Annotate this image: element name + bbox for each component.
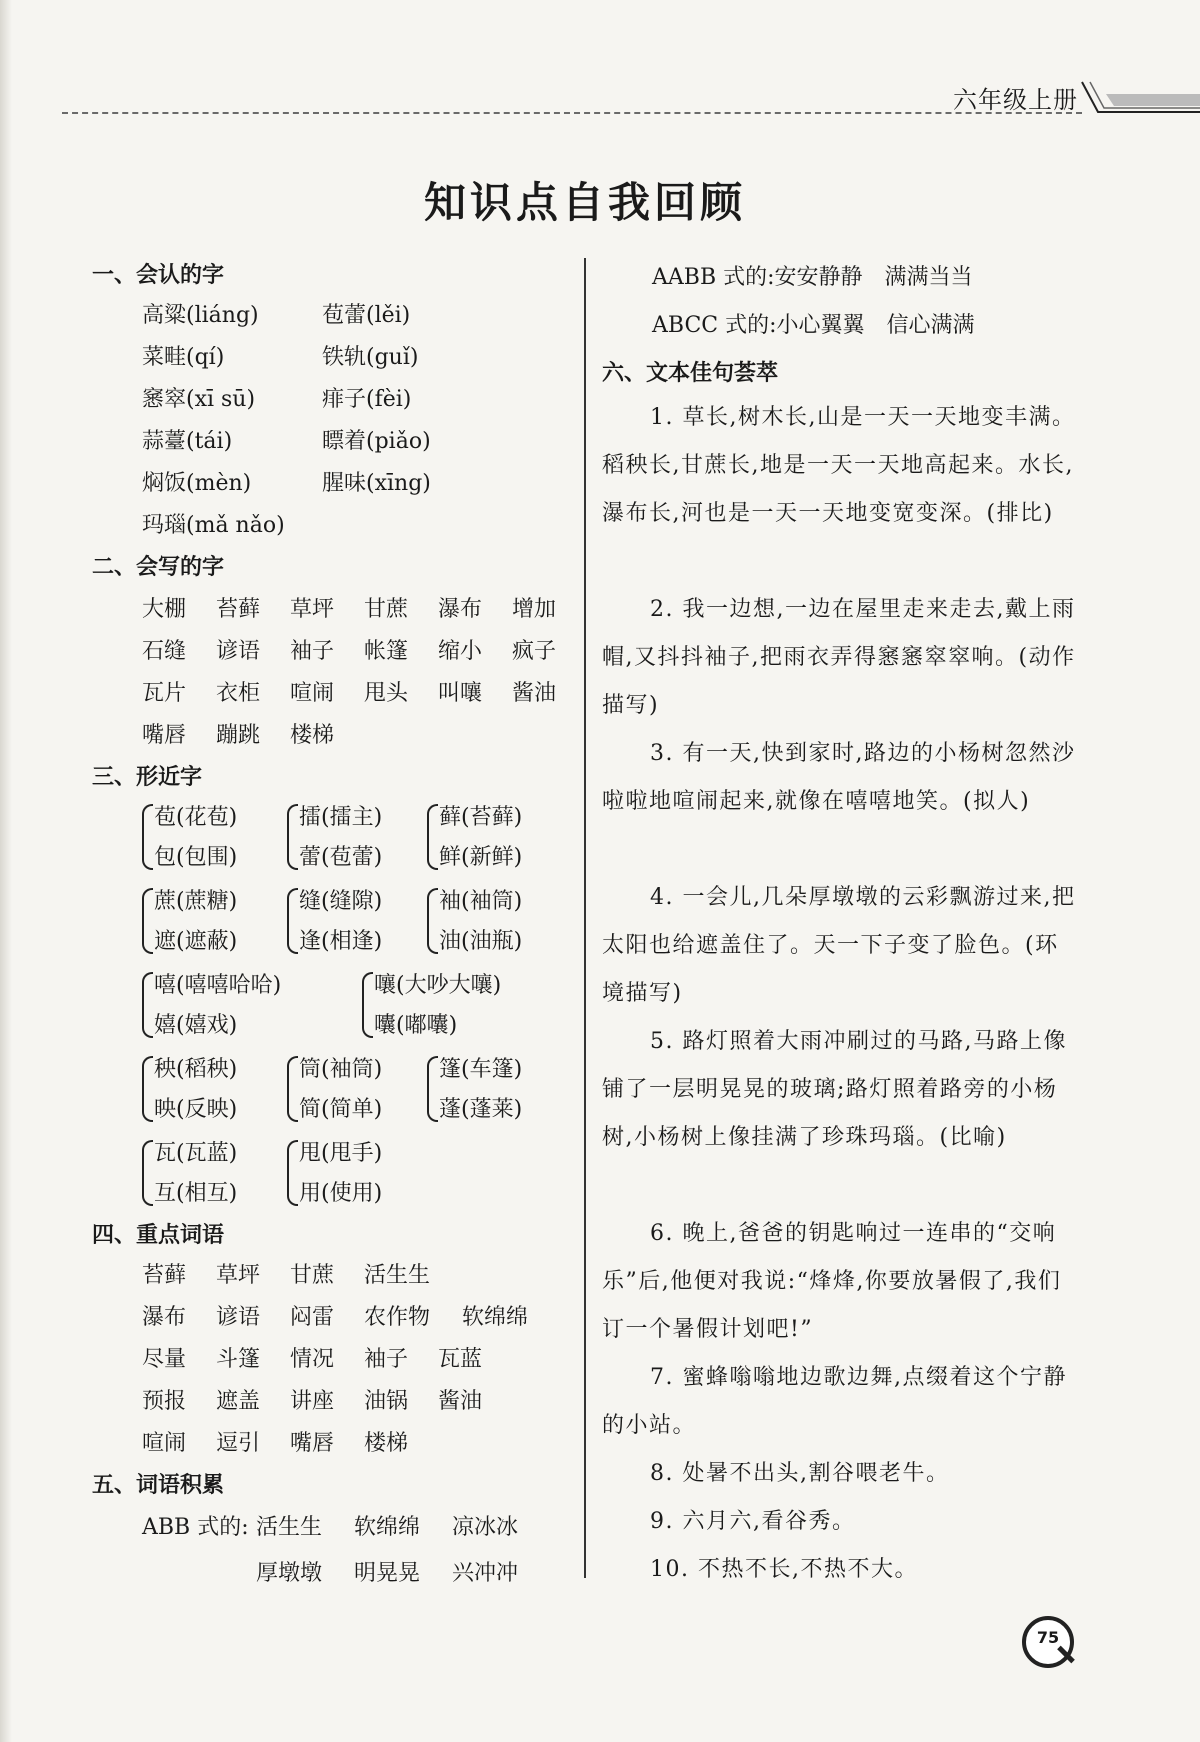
sentence-item: 3. 有一天,快到家时,路边的小杨树忽然沙啦啦地喧闹起来,就像在嘻嘻地笑。(拟人) xyxy=(602,741,1076,814)
abb-row: 厚墩墩 明晃晃 兴冲冲 xyxy=(256,1561,519,1586)
column-divider xyxy=(584,258,586,1578)
list-item: 石缝 谚语 袖子 帐篷 缩小 疯子 xyxy=(142,639,557,664)
sentence-item: 7. 蜜蜂嗡嗡地边歌边舞,点缀着这个宁静的小站。 xyxy=(602,1365,1067,1438)
section-1-title: 一、会认的字 xyxy=(92,263,225,288)
aabb-line: AABB 式的:安安静静 满满当当 xyxy=(652,265,973,290)
abb-row: ABB 式的: 活生生 软绵绵 凉冰冰 xyxy=(142,1515,519,1540)
sentence-item: 1. 草长,树木长,山是一天一天地变丰满。稻秧长,甘蔗长,地是一天一天地高起来。水长,瀑布长,河也是一天一天地变宽变深。(排比) xyxy=(602,405,1076,526)
sentence-item: 6. 晚上,爸爸的钥匙响过一连串的“交响乐”后,他便对我说:“烽烽,你要放暑假了,我们订一个暑假计划吧!” xyxy=(602,1221,1062,1342)
sentence-item: 5. 路灯照着大雨冲刷过的马路,马路上像铺了一层明晃晃的玻璃;路灯照着路旁的小杨树,小杨树上像挂满了珍珠玛瑙。(比喻) xyxy=(602,1029,1067,1150)
section-5-title: 五、词语积累 xyxy=(92,1473,225,1498)
list-item: 玛瑙(mǎ nǎo) xyxy=(142,513,285,538)
section-3-title: 三、形近字 xyxy=(92,765,203,790)
header-rule xyxy=(62,112,1082,114)
sentence-item: 8. 处暑不出头,割谷喂老牛。 xyxy=(650,1461,950,1486)
sentence-item: 9. 六月六,看谷秀。 xyxy=(650,1509,856,1534)
sentence-item: 4. 一会儿,几朵厚墩墩的云彩飘游过来,把太阳也给遮盖住了。天一下子变了脸色。(环境描写) xyxy=(602,885,1076,1006)
section-2-title: 二、会写的字 xyxy=(92,555,225,580)
list-item: 瓦片 衣柜 喧闹 甩头 叫嚷 酱油 xyxy=(142,681,557,706)
section-4-title: 四、重点词语 xyxy=(92,1223,225,1248)
list-item: 大棚 苔藓 草坪 甘蔗 瀑布 增加 xyxy=(142,597,557,622)
abcc-line: ABCC 式的:小心翼翼 信心满满 xyxy=(652,313,975,338)
sentence-item: 10. 不热不长,不热不大。 xyxy=(650,1557,918,1582)
list-item: 焖饭(mèn) 腥味(xīng) xyxy=(142,471,431,496)
list-item: 预报 遮盖 讲座 油锅 酱油 xyxy=(142,1389,483,1414)
list-item: 菜畦(qí) 铁轨(guǐ) xyxy=(142,345,419,370)
list-item: 高粱(liáng) 苞蕾(lěi) xyxy=(142,303,411,328)
page-title: 知识点自我回顾 xyxy=(423,178,746,227)
section-6-title: 六、文本佳句荟萃 xyxy=(602,361,779,386)
list-item: 苔藓 草坪 甘蔗 活生生 xyxy=(142,1263,431,1288)
sentence-item: 2. 我一边想,一边在屋里走来走去,戴上雨帽,又抖抖袖子,把雨衣弄得窸窸窣窣响。(动作描写) xyxy=(602,597,1076,718)
page-number-badge xyxy=(1022,1616,1078,1672)
grade-label: 六年级上册 xyxy=(953,86,1078,114)
list-item: 窸窣(xī sū) 痱子(fèi) xyxy=(142,387,412,412)
list-item: 尽量 斗篷 情况 袖子 瓦蓝 xyxy=(142,1347,483,1372)
list-item: 蒜薹(tái) 瞟着(piǎo) xyxy=(142,429,431,454)
list-item: 喧闹 逗引 嘴唇 楼梯 xyxy=(142,1431,409,1456)
list-item: 瀑布 谚语 闷雷 农作物 软绵绵 xyxy=(142,1305,529,1330)
page-edge xyxy=(0,0,12,1742)
header-corner-decoration xyxy=(1080,80,1200,114)
list-item: 嘴唇 蹦跳 楼梯 xyxy=(142,723,335,748)
page-number: 75 xyxy=(1036,1628,1060,1647)
